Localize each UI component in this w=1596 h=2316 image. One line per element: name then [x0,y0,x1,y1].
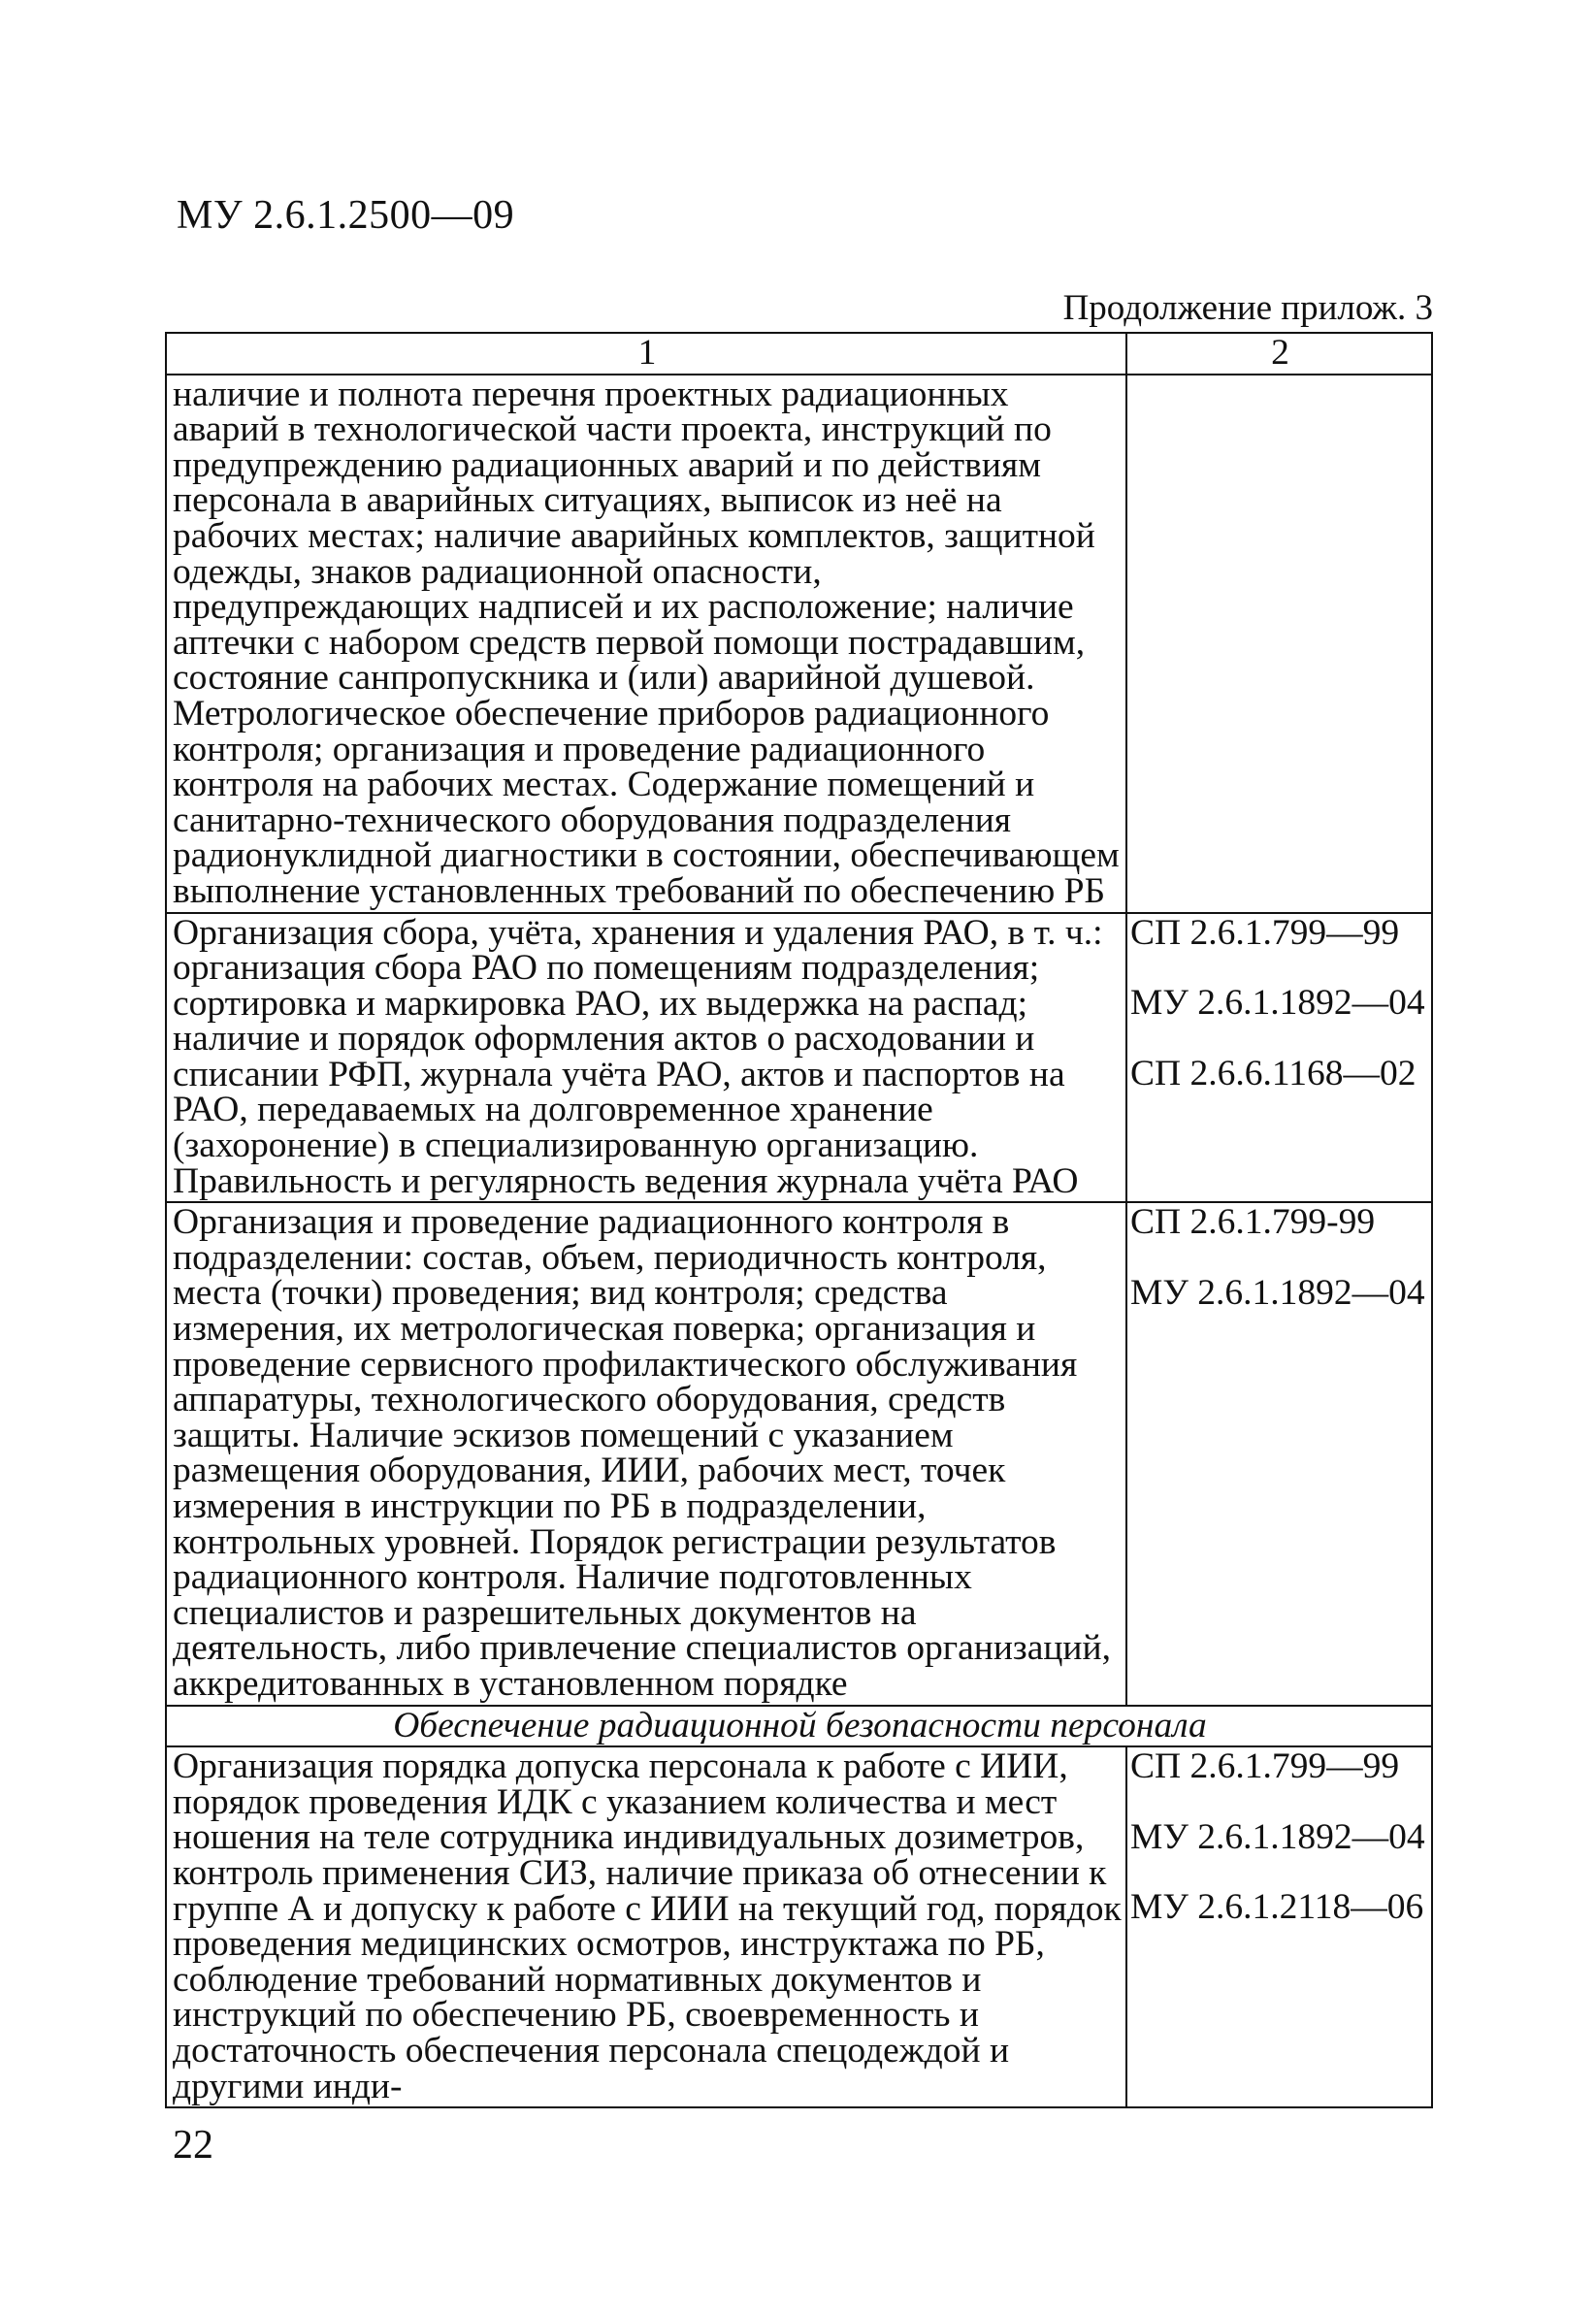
table-header-row [166,333,1432,375]
row-text: Организация сбора, учёта, хранения и удаления РАО, в т. ч.: организация сбора РАО по помещениям подразделения; сортировка и маркировка РАО, их выдержка на распад; наличие и порядок оформления актов о расходовании и списании РФП, журнала учёта РАО, актов и паспортов на РАО, передаваемых на долговременное хранение (захоронение) в специализированную организацию. Правильность и регулярность ведения журнала учёта РАО [166,913,1126,1203]
section-title-row [166,1706,1432,1747]
row-refs [1126,1202,1432,1705]
row-refs [1126,1746,1432,2107]
page-number: 22 [173,2123,213,2168]
table-row [166,1202,1432,1705]
row-refs [1126,913,1432,1203]
appendix-continuation-label: Продолжение прилож. 3 [1062,288,1433,328]
document-code: МУ 2.6.1.2500—09 [177,193,515,238]
reference-item: СП 2.6.1.799—99 [1130,1746,1400,1787]
reference-item: МУ 2.6.1.1892—04 [1130,1816,1425,1857]
reference-item: СП 2.6.1.799-99 [1130,1202,1376,1243]
requirements-table [165,332,1433,2108]
column-header-1: 1 [166,333,1126,375]
section-title: Обеспечение радиационной безопасности персонала [166,1706,1432,1747]
row-refs [1126,375,1432,913]
table-row [166,913,1432,1203]
row-text: Организация порядка допуска персонала к работе с ИИИ, порядок проведения ИДК с указанием количества и мест ношения на теле сотрудника индивидуальных дозиметров, контроль применения СИЗ, наличие приказа об отнесении к группе А и допуску к работе с ИИИ на текущий год, порядок проведения медицинских осмотров, инструктажа по РБ, соблюдение требований нормативных документов и инструкций по обеспечению РБ, своевременность и достаточность обеспечения персонала спецодеждой и другими инди- [166,1746,1126,2107]
reference-item: СП 2.6.6.1168—02 [1130,1053,1417,1093]
column-header-2: 2 [1126,333,1432,375]
row-text: наличие и полнота перечня проектных радиационных аварий в технологической части проекта, инструкций по предупреждению радиационных аварий и по действиям персонала в аварийных ситуациях, выписок из неё на рабочих местах; наличие аварийных комплектов, защитной одежды, знаков радиационной опасности, предупреждающих надписей и их расположение; наличие аптечки с набором средств первой помощи пострадавшим, состояние санпропускника и (или) аварийной душевой. Метрологическое обеспечение приборов радиационного контроля; организация и проведение радиационного контроля на рабочих местах. Содержание помещений и санитарно-технического оборудования подразделения радионуклидной диагностики в состоянии, обеспечивающем выполнение установленных требований по обеспечению РБ [166,375,1126,913]
table-row [166,1746,1432,2107]
reference-item: СП 2.6.1.799—99 [1130,912,1400,953]
reference-item: МУ 2.6.1.1892—04 [1130,983,1425,1024]
row-text: Организация и проведение радиационного контроля в подразделении: состав, объем, периодичность контроля, места (точки) проведения; вид контроля; средства измерения, их метрологическая поверка; организация и проведение сервисного профилактического обслуживания аппаратуры, технологического оборудования, средств защиты. Наличие эскизов помещений с указанием размещения оборудования, ИИИ, рабочих мест, точек измерения в инструкции по РБ в подразделении, контрольных уровней. Порядок регистрации результатов радиационного контроля. Наличие подготовленных специалистов и разрешительных документов на деятельность, либо привлечение специалистов организаций, аккредитованных в установленном порядке [166,1202,1126,1705]
table-row [166,375,1432,913]
reference-item: МУ 2.6.1.1892—04 [1130,1272,1425,1313]
reference-item: МУ 2.6.1.2118—06 [1130,1887,1424,1928]
